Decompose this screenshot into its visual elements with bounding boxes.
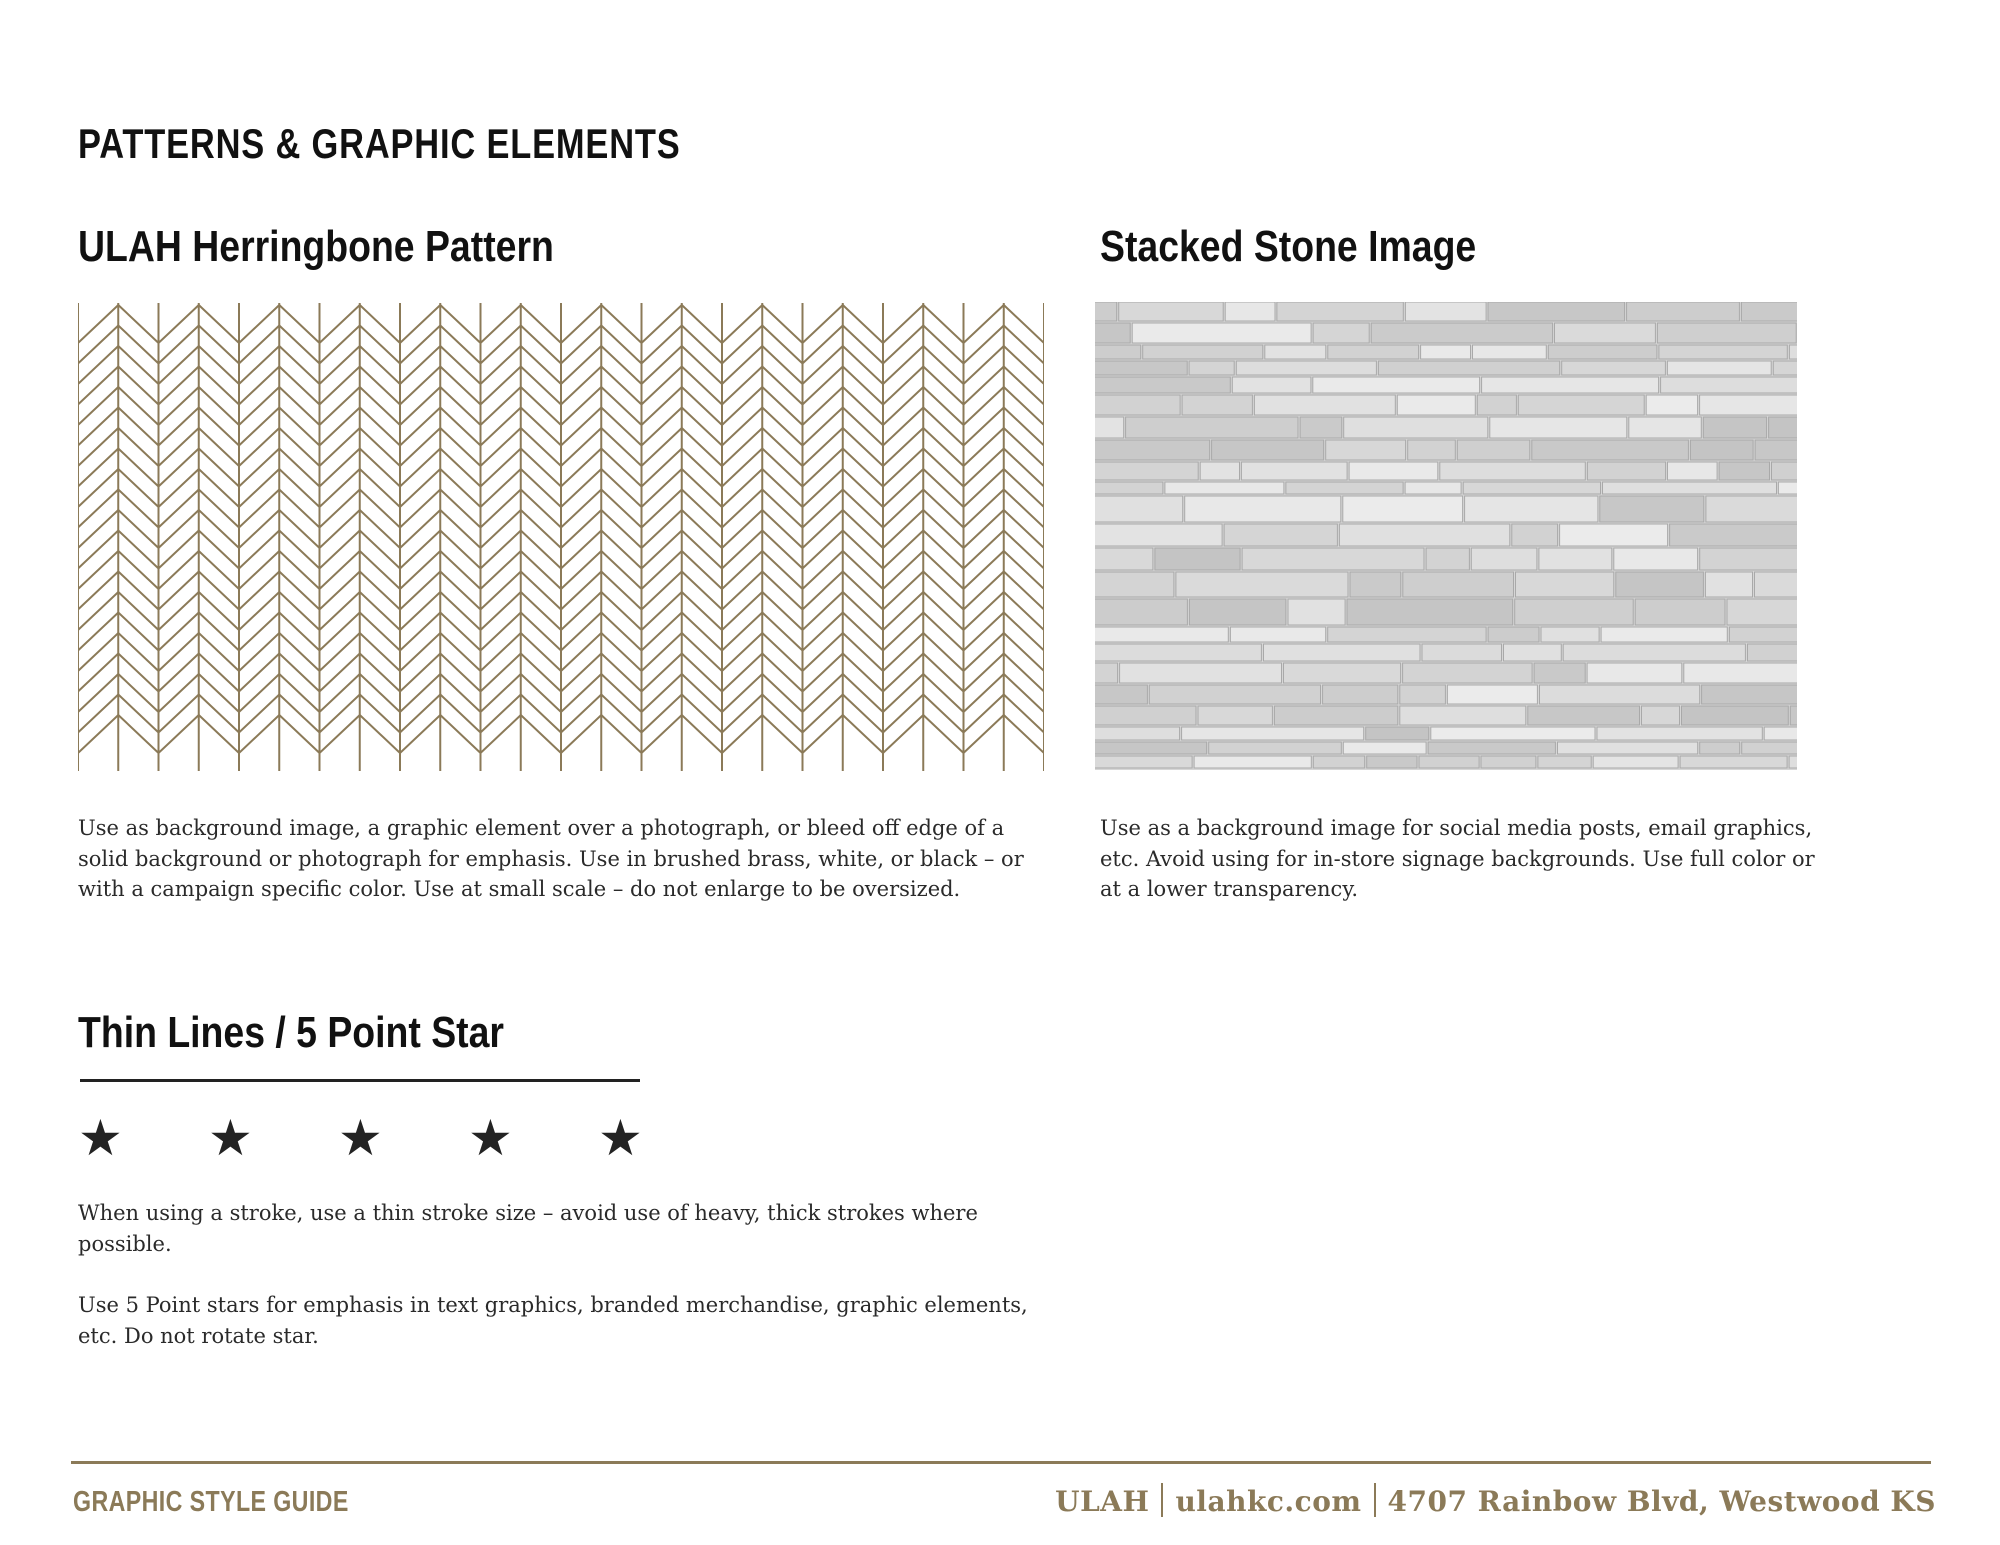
stone-block (1538, 756, 1591, 768)
stone-block (1095, 440, 1210, 460)
stone-block (1465, 496, 1598, 522)
stone-block (1095, 756, 1192, 768)
lines-star-title: Thin Lines / 5 Point Star (78, 1008, 504, 1057)
stone-block (1344, 417, 1488, 438)
footer-brand: ULAH (1055, 1485, 1150, 1518)
stone-block (1323, 685, 1398, 704)
stone-block (1560, 524, 1668, 546)
stone-block (1769, 417, 1797, 438)
stone-block (1488, 627, 1539, 642)
stone-block (1593, 756, 1678, 768)
stone-block (1705, 572, 1752, 597)
star-icon: ★ (598, 1109, 643, 1167)
stone-block (1772, 462, 1798, 480)
stone-block (1473, 345, 1547, 359)
stone-block (1328, 627, 1486, 642)
stone-block (1512, 524, 1558, 546)
stone-block (1719, 462, 1769, 480)
stone-block (1477, 395, 1516, 415)
stone-block (1428, 742, 1555, 754)
stone-block (1627, 302, 1740, 321)
stone-block (1212, 440, 1324, 460)
stone-block (1646, 395, 1697, 415)
stone-block (1095, 302, 1117, 321)
stone-block (1463, 482, 1600, 494)
stone-block (1727, 599, 1797, 625)
stone-block (1490, 417, 1627, 438)
stone-block (1095, 524, 1222, 546)
stone-block (1182, 395, 1252, 415)
stone-block (1405, 482, 1461, 494)
stone-block (1200, 462, 1239, 480)
star-icon: ★ (468, 1109, 513, 1167)
stone-block (1313, 377, 1480, 393)
stone-block (1403, 572, 1514, 597)
stone-block (1729, 627, 1797, 642)
herringbone-description: Use as background image, a graphic element over a photograph, or bleed off edge of a solid background or photograph for emphasis. Use in brushed brass, white, or black – or with a campaign specific color. Use at small scale – do not enlarge to be oversized. (78, 816, 1024, 901)
stone-block (1515, 599, 1634, 625)
stone-block (1189, 599, 1286, 625)
stone-block (1366, 727, 1429, 740)
stone-block (1587, 462, 1665, 480)
star-icon: ★ (208, 1109, 253, 1167)
stone-block (1528, 706, 1640, 725)
stone-block (1347, 599, 1513, 625)
stone-block (1516, 572, 1614, 597)
stone-block (1176, 572, 1348, 597)
stone-block (1548, 345, 1657, 359)
stone-block (1095, 627, 1228, 642)
stone-block (1189, 361, 1234, 375)
stone-block (1539, 548, 1612, 570)
stone-block (1408, 440, 1456, 460)
stone-block (1563, 644, 1745, 661)
stone-block (1165, 482, 1284, 494)
stone-block (1481, 756, 1536, 768)
stone-block (1471, 548, 1537, 570)
stone-block (1616, 572, 1704, 597)
stone-block (1657, 323, 1796, 343)
stone-block (1764, 727, 1797, 740)
stone-block (1095, 345, 1141, 359)
stone-block (1120, 663, 1282, 683)
stone-block (1534, 663, 1585, 683)
stone-block (1419, 756, 1479, 768)
stone-block (1095, 742, 1207, 754)
stone-block (1597, 727, 1762, 740)
stone-block (1265, 345, 1326, 359)
stone-block (1700, 395, 1797, 415)
stone-block (1518, 395, 1644, 415)
stone-block (1350, 572, 1401, 597)
stone-block (1504, 644, 1562, 661)
stone-block (1629, 417, 1702, 438)
stone-block (1668, 462, 1718, 480)
stone-block (1558, 742, 1698, 754)
thin-line-sample (80, 1079, 640, 1082)
stone-block (1659, 345, 1787, 359)
stone-block (1690, 440, 1753, 460)
stone-block (1742, 742, 1797, 754)
stone-block (1541, 627, 1599, 642)
stone-block (1540, 685, 1700, 704)
stone-block (1149, 685, 1320, 704)
stone-block (1778, 482, 1797, 494)
footer-divider (1374, 1483, 1376, 1517)
stone-block (1095, 727, 1180, 740)
stone-block (1488, 302, 1625, 321)
stone-block (1422, 644, 1502, 661)
stone-block (1532, 440, 1689, 460)
stone-block (1274, 706, 1397, 725)
stone-block (1706, 496, 1797, 522)
stone-block (1562, 361, 1666, 375)
footer-rule (71, 1461, 1931, 1464)
stone-block (1284, 663, 1401, 683)
stone-block (1755, 440, 1797, 460)
footer-divider (1161, 1483, 1163, 1517)
footer-contact (1055, 1483, 1936, 1518)
stone-block (1349, 462, 1438, 480)
stone-block (1378, 361, 1559, 375)
herringbone-pattern (78, 303, 1044, 771)
stone-block (1230, 627, 1325, 642)
stone-block (1236, 361, 1376, 375)
stone-block (1185, 496, 1341, 522)
stone-block (1313, 756, 1364, 768)
stone-block (1095, 496, 1183, 522)
stone-block (1700, 742, 1740, 754)
stone-block (1371, 323, 1552, 343)
stone-block (1667, 361, 1771, 375)
footer-website: ulahkc.com (1175, 1485, 1362, 1518)
stone-block (1343, 742, 1426, 754)
stone-block (1555, 323, 1656, 343)
stone-block (1601, 627, 1727, 642)
stone-block (1095, 417, 1124, 438)
stone-block (1095, 377, 1230, 393)
stone-block (1670, 524, 1797, 546)
stone-block (1614, 548, 1698, 570)
star-icon: ★ (78, 1109, 123, 1167)
stone-block (1426, 548, 1469, 570)
stone-block (1119, 302, 1224, 321)
stone-block (1755, 572, 1798, 597)
stone-block (1682, 706, 1789, 725)
stone-block (1661, 377, 1797, 393)
star-guideline-text: Use 5 Point stars for emphasis in text graphics, branded merchandise, graphic elements, etc. Do not rotate star. (78, 1293, 1028, 1348)
stone-block (1482, 377, 1659, 393)
stone-block (1397, 395, 1475, 415)
stone-block (1642, 706, 1680, 725)
stone-block (1095, 361, 1187, 375)
stone-block (1748, 644, 1798, 661)
stone-block (1095, 706, 1196, 725)
stone-block (1587, 663, 1682, 683)
stone-block (1789, 756, 1797, 768)
stone-block (1405, 302, 1486, 321)
stone-block (1300, 417, 1342, 438)
stone-block (1789, 345, 1797, 359)
stone-block (1790, 706, 1797, 725)
stacked-stone-image (1095, 302, 1797, 770)
stone-block (1095, 548, 1153, 570)
stone-block (1684, 663, 1797, 683)
stone-block (1440, 462, 1586, 480)
stone-block (1680, 756, 1787, 768)
stone-block (1095, 395, 1180, 415)
footer-guide-label: GRAPHIC STYLE GUIDE (73, 1486, 349, 1518)
page-title: PATTERNS & GRAPHIC ELEMENTS (78, 120, 681, 167)
stone-block (1095, 644, 1261, 661)
stone-block (1095, 323, 1130, 343)
stone-block (1286, 482, 1403, 494)
stone-block (1741, 302, 1797, 321)
stone-block (1600, 496, 1704, 522)
stone-title: Stacked Stone Image (1100, 222, 1477, 271)
stone-block (1326, 440, 1406, 460)
star-row (78, 1109, 658, 1167)
stone-block (1367, 756, 1417, 768)
stone-block (1095, 462, 1198, 480)
stone-block (1447, 685, 1537, 704)
stone-block (1403, 663, 1533, 683)
stone-block (1457, 440, 1530, 460)
stone-block (1254, 395, 1395, 415)
stone-block (1198, 706, 1272, 725)
stone-block (1095, 599, 1187, 625)
stroke-guideline-text: When using a stroke, use a thin stroke size – avoid use of heavy, thick strokes where possible. (78, 1201, 978, 1256)
stone-block (1232, 377, 1311, 393)
stone-block (1155, 548, 1240, 570)
stone-block (1703, 417, 1766, 438)
herringbone-title: ULAH Herringbone Pattern (78, 222, 554, 271)
stone-block (1431, 727, 1595, 740)
stone-block (1264, 644, 1421, 661)
stone-block (1700, 548, 1797, 570)
stone-block (1421, 345, 1471, 359)
stone-block (1143, 345, 1263, 359)
stone-block (1209, 742, 1342, 754)
stone-block (1277, 302, 1403, 321)
stone-block (1288, 599, 1345, 625)
stone-block (1635, 599, 1725, 625)
stone-block (1224, 524, 1337, 546)
footer-address: 4707 Rainbow Blvd, Westwood KS (1387, 1485, 1936, 1518)
stone-block (1339, 524, 1509, 546)
stone-block (1343, 496, 1463, 522)
stone-block (1400, 706, 1526, 725)
stone-block (1095, 572, 1174, 597)
stone-block (1225, 302, 1275, 321)
stone-block (1132, 323, 1311, 343)
stone-block (1242, 548, 1424, 570)
stone-block (1095, 663, 1118, 683)
stone-block (1095, 482, 1163, 494)
stone-block (1095, 685, 1147, 704)
star-icon: ★ (338, 1109, 383, 1167)
stone-block (1773, 361, 1797, 375)
stone-block (1194, 756, 1311, 768)
stone-block (1328, 345, 1419, 359)
stone-block (1126, 417, 1298, 438)
stone-block (1702, 685, 1797, 704)
stone-block (1400, 685, 1446, 704)
stone-block (1182, 727, 1364, 740)
stone-block (1603, 482, 1777, 494)
stone-description: Use as a background image for social media posts, email graphics, etc. Avoid using for in-store signage backgrounds. Use full color or at a lower transparency. (1100, 816, 1815, 901)
stone-block (1241, 462, 1347, 480)
stone-block (1313, 323, 1369, 343)
